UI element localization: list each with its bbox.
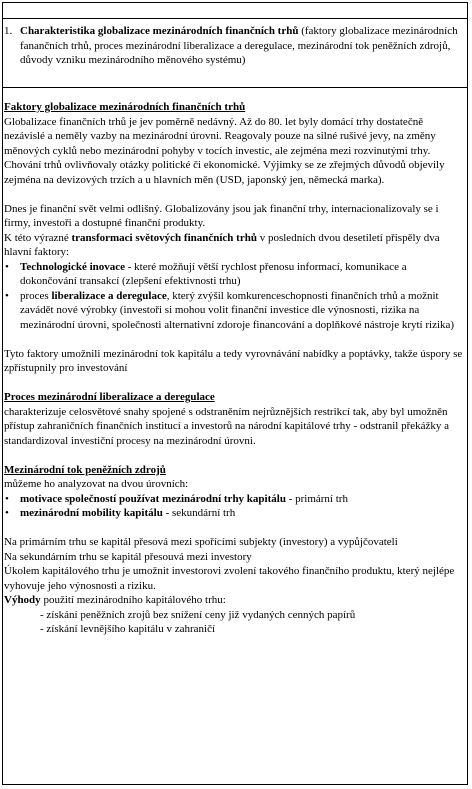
list-item: - získání peněžních zrojů bez snížení ceny již vydaných cenných papírů bbox=[40, 608, 356, 621]
paragraph: můžeme ho analyzovat na dvou úrovních: bbox=[4, 478, 189, 490]
paragraph: Na primárním trhu se kapitál přesová mezi spořícími subjekty (investory) a vypůjčovateli bbox=[4, 536, 398, 548]
bullet-icon: • bbox=[5, 260, 9, 273]
text-run: použití mezinárodního kapitálového trhu: bbox=[40, 594, 226, 606]
paragraph: Globalizace finančních trhů je jev poměrně nedávný. Až do 80. let byly domácí trhy dostatečně nezávislé a neměly vazby na mezinárodní úrovni. Reagovaly pouze na silné rušivé jevy, na změny měnových cyklů nebo mezinárodní pohyby v tocích investic, ale zejména mezi rozvinutými trhy. Chování trhů ovlivňovaly otázky politické či ekonomické. Výjimky se ze zřejmých důvodů objevily zejména na devizových trzích a u hlavních měn (USD, japonský jen, německá marka). bbox=[4, 115, 445, 186]
section-title-capital-flow: Mezinárodní tok peněžních zdrojů bbox=[4, 463, 166, 476]
text-run: , který zvýšil komkurenceschopnosti finančních trhů a možnit zavádět nové výrobky (investoři si mohou volit finanční investice dle výnosnosti, rizika na mezinárodní úrovni, společnosti alternativní zdoroje financování a doplňkové nástroje krytí rizika) bbox=[20, 289, 455, 331]
list-item bbox=[4, 289, 466, 333]
text-run: K této výrazné bbox=[4, 231, 72, 244]
question-title: Charakteristika globalizace mezinárodních finančních trhů bbox=[20, 25, 299, 37]
bullet-icon: • bbox=[5, 289, 9, 302]
paragraph: Úkolem kapitálového trhu je umožnit investorovi zvolení takového finančního produktu, který nejlépe vyhovuje jeho výnosnosti a riziku. bbox=[4, 565, 455, 592]
list-item bbox=[4, 260, 466, 289]
text-bold: transformaci světových finančních trhů bbox=[71, 231, 257, 244]
bullet-list bbox=[4, 260, 466, 333]
text-bold: Technologické inovace bbox=[20, 260, 126, 273]
question-number: 1. bbox=[4, 25, 13, 37]
paragraph: charakterizuje celosvětové snahy spojené s odstraněním nejrůznějších restrikcí tak, aby byl umožněn přístup zahraničních finančních institucí a investorů na národní kapitálové trhy - odstranil překážky a standardizoval investiční procesy na mezinárodní úrovni. bbox=[4, 405, 450, 447]
paragraph bbox=[4, 593, 466, 608]
text-bold: mezinárodní mobility kapitálu bbox=[20, 507, 163, 519]
list-item: - získání levnějšího kapitálu v zahraničí bbox=[40, 623, 216, 635]
question-text bbox=[20, 24, 464, 68]
list-item bbox=[4, 492, 466, 507]
bullet-icon: • bbox=[5, 492, 9, 505]
paragraph: Na sekundárním trhu se kapitál přesouvá mezi investory bbox=[4, 550, 252, 563]
text-bold: Výhody bbox=[4, 594, 41, 606]
bullet-list bbox=[4, 492, 466, 521]
bullet-icon: • bbox=[5, 507, 9, 519]
text-bold: liberalizace a deregulace bbox=[51, 289, 167, 302]
text-run: - které možňují větší rychlost přenosu informací, komunikace a dokončování transakcí (zlepšení efektivnosti trhu) bbox=[20, 260, 407, 287]
document-body bbox=[4, 100, 466, 637]
question-header bbox=[4, 24, 464, 68]
paragraph bbox=[4, 231, 466, 260]
text-run: - primární trh bbox=[285, 492, 348, 505]
question-subtitle: (faktory globalizace mezinárodních fanančních trhů, proces mezinárodní liberalizace a deregulace, mezinárodní tok peněžních zdrojů, důvody vzniku mezinárodního měnového systému) bbox=[20, 25, 458, 66]
section-title-liberalization: Proces mezinárodní liberalizace a deregulace bbox=[4, 391, 215, 403]
paragraph: Tyto faktory umožnili mezinárodní tok kapitálu a tedy vyrovnávání nabídky a poptávky, takže úspory se zpřístupnily pro investování bbox=[4, 347, 463, 374]
text-run: - sekundární trh bbox=[162, 507, 236, 519]
list-item bbox=[4, 506, 466, 521]
text-run: proces bbox=[20, 289, 52, 302]
dash-list bbox=[4, 608, 466, 637]
paragraph: Dnes je finanční svět velmi odlišný. Globalizovány jsou jak finanční trhy, internacionalizovaly se i firmy, investoři a dostupné finanční produkty. bbox=[4, 202, 439, 229]
text-bold: motivace společností používat mezinárodní trhy kapitálu bbox=[20, 492, 286, 505]
text-run: v posledních dvou desetiletí přispěly dva hlavní faktory: bbox=[4, 231, 440, 258]
section-title-factors: Faktory globalizace mezinárodních finančních trhů bbox=[4, 101, 246, 113]
